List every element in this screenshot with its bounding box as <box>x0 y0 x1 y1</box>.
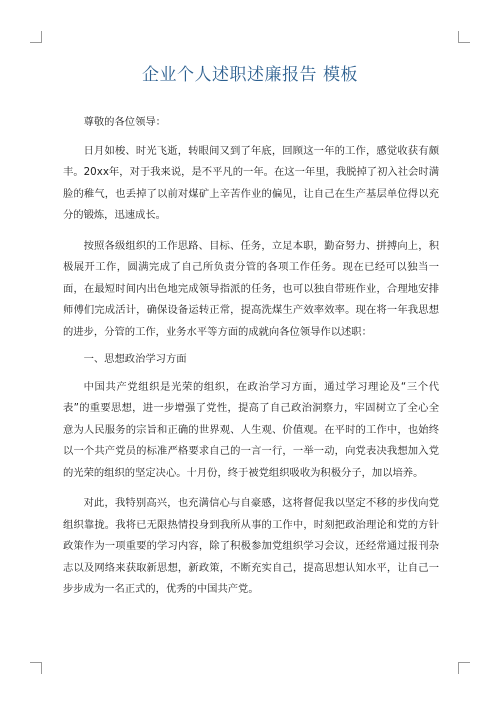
document-body <box>63 112 439 610</box>
corner-mark-bottom-right <box>458 662 470 674</box>
section-heading: 一、思想政治学习方面 <box>83 353 187 365</box>
salutation: 尊敬的各位领导： <box>83 116 166 128</box>
body-paragraph-1: 日月如梭、时光飞逝，转眼间又到了年底，回顾这一年的工作，感觉收获有颇丰。20xx年，对于我来说，是不平凡的一年。在这一年里，我脱掉了初入社会时满脸的稚气，也丢掉了以前对煤矿上辛苦作业的偏见，让自己在生产基层单位得以充分的锻炼，迅速成长。 <box>63 144 439 221</box>
body-paragraph-3: 中国共产党组织是光荣的组织，在政治学习方面，通过学习理论及“三个代表”的重要思想，进一步增强了党性，提高了自己政治洞察力，牢固树立了全心全意为人民服务的宗旨和正确的世界观、人生观、价值观。在平时的工作中，也始终以一个共产党员的标准严格要求自己的一言一行，一举一动，向党表决我想加入党的光荣的组织的坚定决心。十月份，终于被党组织吸收为积极分子，加以培养。 <box>63 380 439 479</box>
document-title: 企业个人述职述廉报告 模板 <box>142 65 358 85</box>
corner-mark-bottom-left <box>30 662 42 674</box>
corner-mark-top-left <box>30 31 42 43</box>
body-paragraph-2: 按照各级组织的工作思路、目标、任务，立足本职，勤奋努力、拼搏向上，积极展开工作，圆满完成了自己所负责分管的各项工作任务。现在已经可以独当一面，在最短时间内出色地完成领导指派的任务，也可以独自带班作业，合理地安排师傅们完成活计，确保设备运转正常，提高洗煤生产效率效率。现在将一年我思想的进步，分管的工作，业务水平等方面的成就向各位领导作以述职： <box>63 239 439 338</box>
corner-mark-top-right <box>458 31 470 43</box>
body-paragraph-4: 对此，我特别高兴，也充满信心与自豪感，这将督促我以坚定不移的步伐向党组织靠拢。我将已无限热情投身到我所从事的工作中，时刻把政治理论和党的方针政策作为一项重要的学习内容，除了积极参加党组织学习会议，还经常通过报刊杂志以及网络来获取新思想，新政策，不断充实自己，提高思想认知水平，让自己一步步成为一名正式的，优秀的中国共产党。 <box>63 497 439 595</box>
